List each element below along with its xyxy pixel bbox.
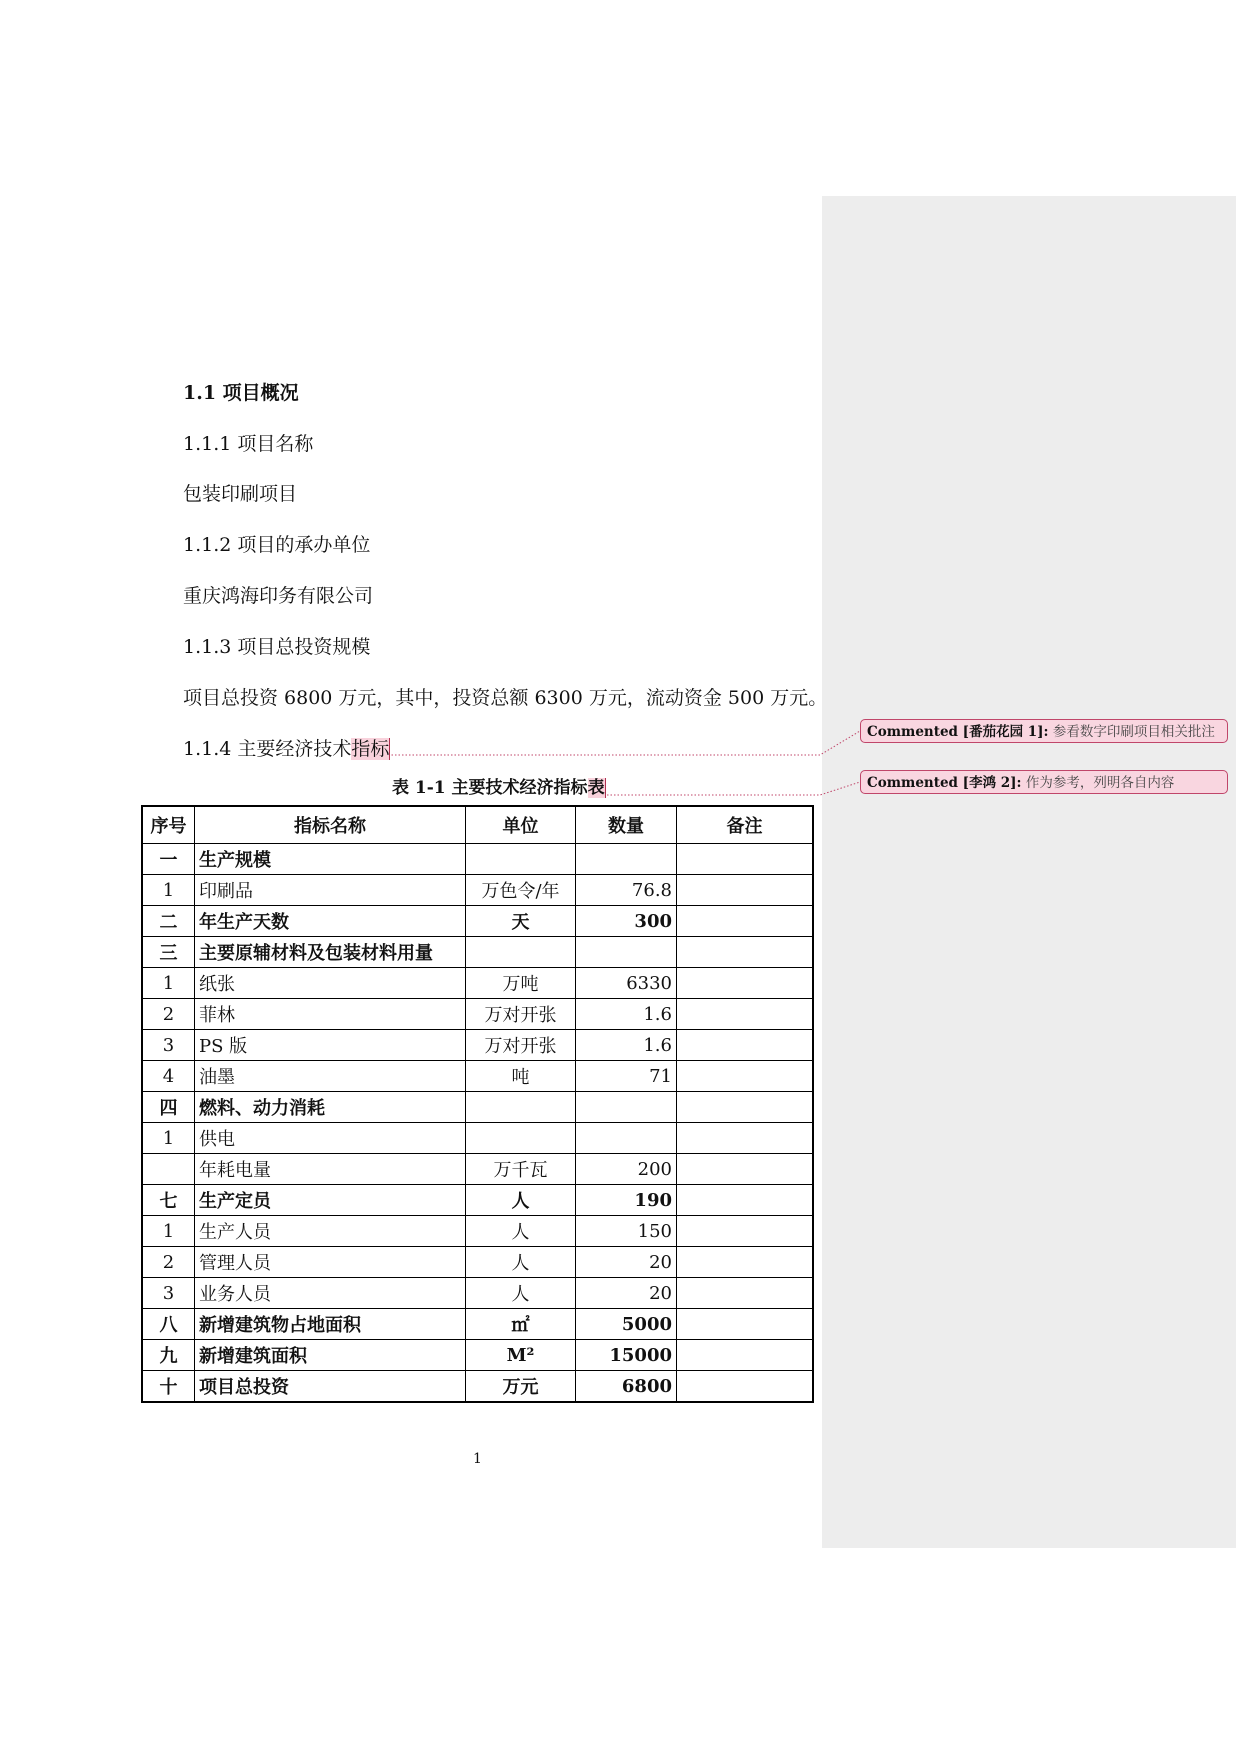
cell-qty: 6800: [576, 1371, 677, 1403]
cell-note: [677, 875, 814, 906]
table-row: [142, 1340, 813, 1371]
comment-balloon-2[interactable]: [860, 770, 1228, 794]
cell-note: [677, 1123, 814, 1154]
cell-note: [677, 1247, 814, 1278]
cell-no: 四: [142, 1092, 195, 1123]
sponsor-text: 重庆鸿海印务有限公司: [183, 585, 374, 607]
cell-name: 生产定员: [195, 1185, 466, 1216]
cell-no: 3: [142, 1278, 195, 1309]
cell-qty: [576, 844, 677, 875]
cell-no: 九: [142, 1340, 195, 1371]
cell-qty: 71: [576, 1061, 677, 1092]
cell-unit: 万对开张: [466, 999, 576, 1030]
table-row: [142, 1185, 813, 1216]
cell-unit: [466, 1092, 576, 1123]
comment-2-connector: [600, 782, 860, 795]
cell-unit: 万色令/年: [466, 875, 576, 906]
cell-name: 新增建筑面积: [195, 1340, 466, 1371]
cell-no: [142, 1154, 195, 1185]
cell-name: 油墨: [195, 1061, 466, 1092]
cell-qty: 5000: [576, 1309, 677, 1340]
cell-note: [677, 1154, 814, 1185]
commented-text-2[interactable]: 表: [587, 778, 605, 798]
table-caption-prefix: 表 1-1 主要技术经济指标: [392, 778, 588, 798]
cell-no: 1: [142, 1123, 195, 1154]
cell-note: [677, 1309, 814, 1340]
cell-qty: 190: [576, 1185, 677, 1216]
comment-text: 作为参考，列明各自内容: [1025, 775, 1175, 791]
cell-no: 1: [142, 1216, 195, 1247]
cell-no: 三: [142, 937, 195, 968]
project-name-text: 包装印刷项目: [183, 483, 298, 505]
table-row: [142, 1247, 813, 1278]
cell-no: 2: [142, 999, 195, 1030]
cell-note: [677, 906, 814, 937]
cell-qty: 1.6: [576, 1030, 677, 1061]
cell-no: 八: [142, 1309, 195, 1340]
subheading-sponsor: 1.1.2 项目的承办单位: [183, 534, 371, 556]
cell-qty: 300: [576, 906, 677, 937]
cell-qty: 1.6: [576, 999, 677, 1030]
cell-name: 燃料、动力消耗: [195, 1092, 466, 1123]
table-caption: [392, 773, 606, 798]
cell-no: 1: [142, 968, 195, 999]
comment-author: Commented [李鸿 2]:: [867, 775, 1022, 791]
cell-qty: 76.8: [576, 875, 677, 906]
table-row: [142, 999, 813, 1030]
cell-no: 4: [142, 1061, 195, 1092]
table-row: [142, 1154, 813, 1185]
comment-author: Commented [番茄花园 1]:: [867, 724, 1049, 740]
cell-name: 菲林: [195, 999, 466, 1030]
page-number: 1: [473, 1451, 482, 1467]
table-row: [142, 968, 813, 999]
cell-unit: 万千瓦: [466, 1154, 576, 1185]
cell-name: PS 版: [195, 1030, 466, 1061]
header-note: 备注: [677, 806, 814, 844]
cell-unit: 人: [466, 1185, 576, 1216]
table-row: [142, 1061, 813, 1092]
cell-name: 生产人员: [195, 1216, 466, 1247]
cell-name: 主要原辅材料及包装材料用量: [195, 937, 466, 968]
cell-note: [677, 968, 814, 999]
cell-unit: 万对开张: [466, 1030, 576, 1061]
header-name: 指标名称: [195, 806, 466, 844]
cell-note: [677, 999, 814, 1030]
cell-note: [677, 1371, 814, 1403]
cell-note: [677, 1092, 814, 1123]
commented-text-1[interactable]: 指标: [351, 738, 390, 760]
investment-text: 项目总投资 6800 万元，其中，投资总额 6300 万元，流动资金 500 万元。: [183, 687, 828, 709]
cell-name: 年耗电量: [195, 1154, 466, 1185]
cell-note: [677, 1216, 814, 1247]
cell-unit: ㎡: [466, 1309, 576, 1340]
table-row: [142, 844, 813, 875]
cell-note: [677, 1030, 814, 1061]
comment-balloon-1[interactable]: [860, 719, 1228, 743]
cell-note: [677, 1061, 814, 1092]
cell-qty: 15000: [576, 1340, 677, 1371]
subheading-indicators: [183, 734, 390, 761]
cell-name: 生产规模: [195, 844, 466, 875]
header-no: 序号: [142, 806, 195, 844]
subheading-investment: 1.1.3 项目总投资规模: [183, 636, 371, 658]
cell-unit: 万元: [466, 1371, 576, 1403]
cell-no: 二: [142, 906, 195, 937]
cell-no: 2: [142, 1247, 195, 1278]
table-row: [142, 875, 813, 906]
section-heading: 1.1 项目概况: [183, 382, 299, 404]
cell-no: 3: [142, 1030, 195, 1061]
cell-no: 七: [142, 1185, 195, 1216]
cell-name: 年生产天数: [195, 906, 466, 937]
cell-unit: [466, 1123, 576, 1154]
cell-no: 十: [142, 1371, 195, 1403]
cell-name: 供电: [195, 1123, 466, 1154]
table-row: [142, 906, 813, 937]
cell-no: 一: [142, 844, 195, 875]
cell-note: [677, 937, 814, 968]
cell-note: [677, 1185, 814, 1216]
indicators-table: [141, 805, 814, 1403]
cell-note: [677, 844, 814, 875]
cell-qty: 20: [576, 1247, 677, 1278]
comments-margin-pane: [822, 196, 1236, 1548]
cell-unit: M²: [466, 1340, 576, 1371]
cell-name: 管理人员: [195, 1247, 466, 1278]
table-row: [142, 1371, 813, 1403]
table-row: [142, 1216, 813, 1247]
cell-unit: 人: [466, 1247, 576, 1278]
cell-no: 1: [142, 875, 195, 906]
table-row: [142, 1092, 813, 1123]
cell-name: 纸张: [195, 968, 466, 999]
cell-qty: [576, 1092, 677, 1123]
cell-qty: 20: [576, 1278, 677, 1309]
cell-qty: [576, 1123, 677, 1154]
cell-unit: [466, 937, 576, 968]
cell-note: [677, 1340, 814, 1371]
cell-unit: 吨: [466, 1061, 576, 1092]
comment-text: 参看数字印刷项目相关批注: [1052, 724, 1215, 740]
table-row: [142, 1309, 813, 1340]
table-row: [142, 1278, 813, 1309]
cell-qty: 200: [576, 1154, 677, 1185]
cell-unit: [466, 844, 576, 875]
cell-qty: [576, 937, 677, 968]
cell-name: 业务人员: [195, 1278, 466, 1309]
cell-name: 项目总投资: [195, 1371, 466, 1403]
table-row: [142, 1123, 813, 1154]
cell-unit: 天: [466, 906, 576, 937]
cell-unit: 人: [466, 1278, 576, 1309]
cell-qty: 6330: [576, 968, 677, 999]
cell-unit: 万吨: [466, 968, 576, 999]
comment-1-connector: [388, 731, 860, 755]
cell-name: 新增建筑物占地面积: [195, 1309, 466, 1340]
table-header-row: [142, 806, 813, 844]
cell-note: [677, 1278, 814, 1309]
cell-name: 印刷品: [195, 875, 466, 906]
cell-qty: 150: [576, 1216, 677, 1247]
subheading-indicators-prefix: 1.1.4 主要经济技术: [183, 738, 352, 760]
subheading-project-name: 1.1.1 项目名称: [183, 433, 314, 455]
header-unit: 单位: [466, 806, 576, 844]
header-qty: 数量: [576, 806, 677, 844]
table-row: [142, 1030, 813, 1061]
table-row: [142, 937, 813, 968]
cell-unit: 人: [466, 1216, 576, 1247]
